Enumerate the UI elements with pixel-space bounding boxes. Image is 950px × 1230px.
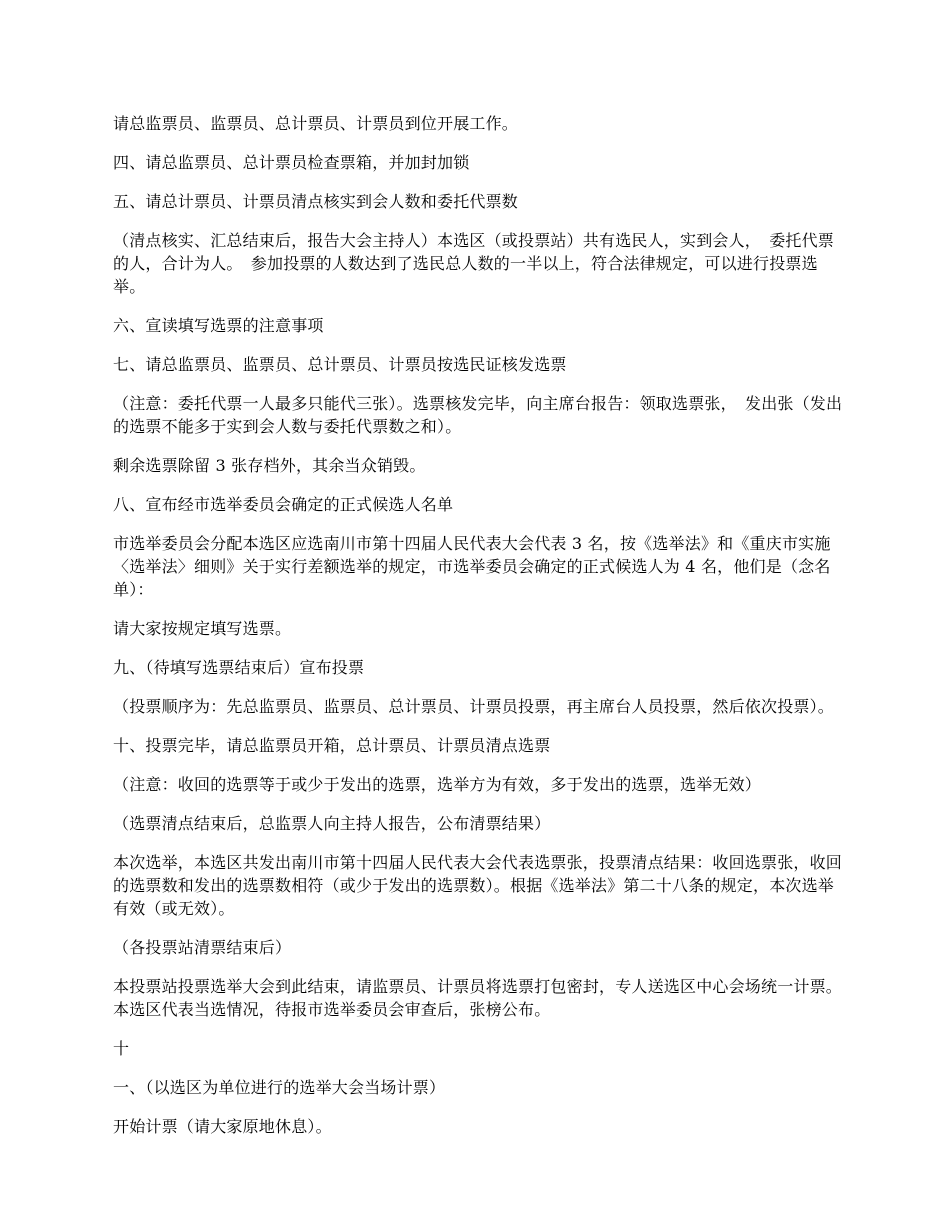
document-page (113, 112, 843, 1154)
paragraph-voting-order: （投票顺序为：先总监票员、监票员、总计票员、计票员投票，再主席台人员投票，然后依次投票）。 (113, 697, 835, 716)
paragraph-start-count: 开始计票（请大家原地休息）。 (113, 1117, 332, 1136)
paragraph-item-9-voting: 九、（待填写选票结束后）宣布投票 (113, 658, 365, 677)
paragraph-attendance-report: （清点核实、汇总结束后，报告大会主持人）本选区（或投票站）共有选民人，实到会人， 委托代票的人，合计为人。 参加投票的人数达到了选民总人数的一半以上，符合法律规定，可以进行投票选举。 (113, 231, 835, 296)
paragraph-fill-ballots: 请大家按规定填写选票。 (113, 619, 292, 638)
paragraph-item-11-onsite-count: 一、（以选区为单位进行的选举大会当场计票） (113, 1078, 446, 1097)
paragraph-remaining-ballots: 剩余选票除留 3 张存档外，其余当众销毁。 (113, 456, 426, 475)
paragraph-station-count-end: （各投票站清票结束后） (113, 938, 292, 957)
paragraph-item-10-open-box: 十、投票完毕，请总监票员开箱，总计票员、计票员清点选票 (113, 736, 551, 755)
paragraph-count-report: （选票清点结束后，总监票人向主持人报告，公布清票结果） (113, 814, 551, 833)
paragraph-heading-ten: 十 (113, 1039, 130, 1058)
paragraph-staff-in-position: 请总监票员、监票员、总计票员、计票员到位开展工作。 (113, 114, 519, 133)
paragraph-validity-note: （注意：收回的选票等于或少于发出的选票，选举方为有效，多于发出的选票，选举无效） (113, 775, 762, 794)
paragraph-item-6-ballot-instructions: 六、宣读填写选票的注意事项 (113, 316, 324, 335)
paragraph-meeting-close: 本投票站投票选举大会到此结束，请监票员、计票员将选票打包密封，专人送选区中心会场统一计票。本选区代表当选情况，待报市选举委员会审查后，张榜公布。 (113, 977, 843, 1019)
paragraph-election-result: 本次选举，本选区共发出南川市第十四届人民代表大会代表选票张，投票清点结果：收回选票张，收回的选票数和发出的选票数相符（或少于发出的选票数）。根据《选举法》第二十八条的规定，本次选举有效（或无效）。 (113, 853, 843, 918)
paragraph-item-5-attendance-count: 五、请总计票员、计票员清点核实到会人数和委托代票数 (113, 192, 519, 211)
paragraph-proxy-note: （注意：委托代票一人最多只能代三张）。选票核发完毕，向主席台报告：领取选票张， 发出张（发出的选票不能多于实到会人数与委托代票数之和）。 (113, 394, 843, 436)
paragraph-item-7-issue-ballots: 七、请总监票员、监票员、总计票员、计票员按选民证核发选票 (113, 355, 567, 374)
paragraph-candidate-allocation: 市选举委员会分配本选区应选南川市第十四届人民代表大会代表 3 名，按《选举法》和《重庆市实施〈选举法〉细则》关于实行差额选举的规定，市选举委员会确定的正式候选人为 4 名，他们是（念名单）： (113, 534, 831, 599)
paragraph-item-4-ballot-box-check: 四、请总监票员、总计票员检查票箱，并加封加锁 (113, 153, 470, 172)
paragraph-item-8-candidate-list: 八、宣布经市选举委员会确定的正式候选人名单 (113, 495, 454, 514)
